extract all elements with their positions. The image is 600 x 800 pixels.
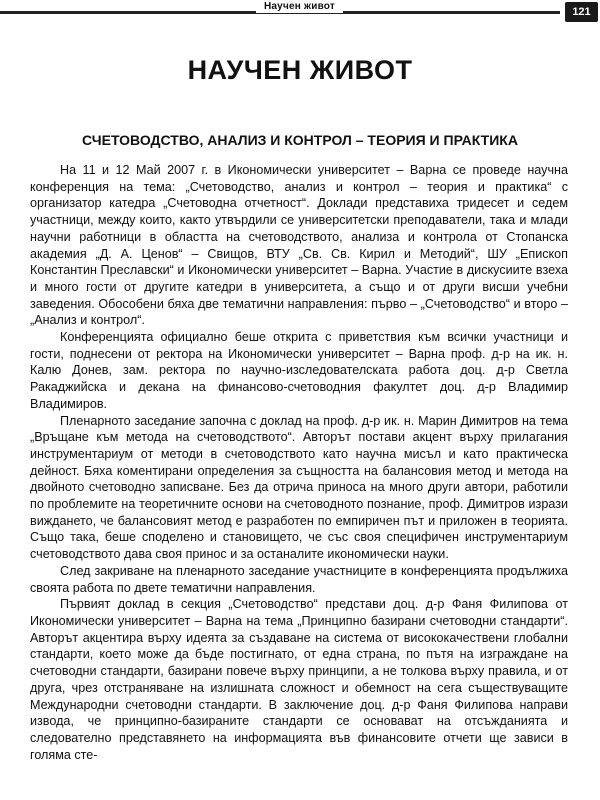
article-title: СЧЕТОВОДСТВО, АНАЛИЗ И КОНТРОЛ – ТЕОРИЯ И ПРАКТИКА: [82, 132, 518, 148]
article-paragraph: На 11 и 12 Май 2007 г. в Икономически университет – Варна се проведе научна конференция на тема: „Счетоводство, анализ и контрол – теория и практика“ с организатор катедра „Счетоводна отчетност“. Доклади представиха тридесет и седем участници, между които, както утвърдили се университетски преподаватели, така и млади научни работници в областта на счетоводството, анализа и контрола от Стопанска академия „Д. А. Ценов“ – Свищов, ВТУ „Св. Св. Кирил и Методий“, ШУ „Епископ Константин Преславски“ и Икономически университет – Варна. Участие в дискусиите взеха и много гости от другите катедри в университета, а също и от други висши учебни заведения. Обособени бяха две тематични направления: първо – „Счетоводство“ и второ – „Анализ и контрол“.: [30, 163, 568, 328]
running-header: [0, 0, 600, 26]
running-title: Научен живот: [256, 0, 343, 13]
page-number-badge: 121: [565, 2, 598, 22]
article-paragraph: Пленарното заседание започна с доклад на проф. д-р ик. н. Марин Димитров на тема „Връщане към метода на счетоводството“. Авторът постави акцент върху прилагания инструментариум от методи в счетоводството като научна мисъл и като практическа дейност. Бяха коментирани определения за същността на балансовия метод и метода на двойното счетоводно записване. Без да отрича приноса на много други автори, работили по проблемите на теоретичните основи на счетоводното познание, проф. Димитров изрази виждането, че балансовият метод е разработен по емпиричен път и приложен в теорията. Също така, беше споделено и становището, че със своя специфичен инструментариум счетоводството дава своя принос и за останалите икономически науки.: [30, 413, 568, 562]
article-body: [30, 162, 568, 763]
article-paragraph: След закриване на пленарното заседание участниците в конференцията продължиха своята работа по двете тематични направления.: [30, 563, 568, 595]
article-paragraph: Първият доклад в секция „Счетоводство“ представи доц. д-р Фаня Филипова от Икономически университет – Варна на тема „Принципно базирани счетоводни стандарти“. Авторът акцентира върху идеята за създаване на система от висококачествени глобални стандарти, което може да бъде постигнато, от една страна, по пътя на изграждане на счетоводни стандарти, базирани повече върху принципи, а не толкова върху правила, и от друга, чрез отстраняване на излишната сложност и обемност на сега съществуващите Международни счетоводни стандарти. В заключение доц. д-р Фаня Филипова направи извода, че принципно-базираните стандарти се основават на отсъжданията и следователно представянето на информацията във финансовите отчети ще зависи в голяма сте-: [30, 597, 568, 762]
article-paragraph: Конференцията официално беше открита с приветствия към всички участници и гости, поднесени от ректора на Икономически университет – Варна проф. д-р на ик. н. Калю Донев, зам. ректора по научно-изследователската работа доц. д-р Светла Ракаджийска и декана на финансово-счетоводния факултет доц. д-р Владимир Владимиров.: [30, 330, 568, 411]
section-title: НАУЧЕН ЖИВОТ: [187, 55, 413, 85]
